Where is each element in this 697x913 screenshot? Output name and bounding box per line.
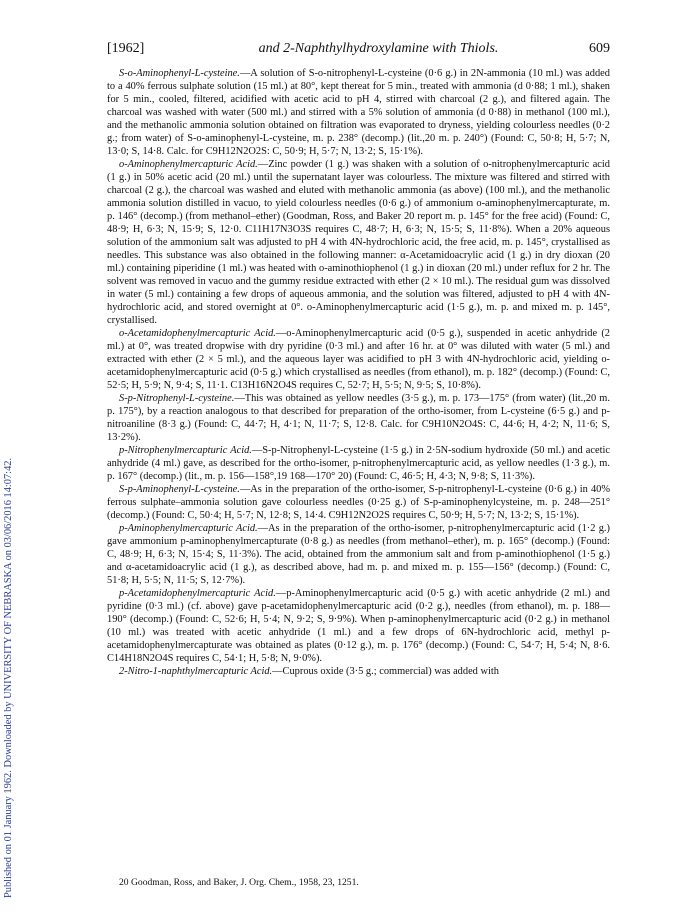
- paragraph-body: —S-p-Nitrophenyl-L-cysteine (1·5 g.) in 2·5N-sodium hydroxide (50 ml.) and acetic anhydride (4 ml.) gave, as described for the ortho-isomer, p-nitrophenylmercapturic acid, as yellow needles (1·3 g.), m. p. 167° (decomp.) (lit., m. p. 156—158°,19 168—170° 20) (Found: C, 46·5; H, 4·3; N, 9·8; S, 11·3%).: [107, 445, 610, 482]
- body-text: [107, 67, 610, 678]
- paragraph: [107, 327, 610, 392]
- paragraph-body: —As in the preparation of the ortho-isomer, p-nitrophenylmercapturic acid (1·2 g.) gave ammonium p-aminophenylmercapturate (0·8 g.) as needles (from methanol–ether), m. p. 165° (decomp.) (Found: C, 48·9; H, 6·3; N, 15·4; S, 11·3%). The acid, obtained from the ammonium salt and from p-aminothiophenol (1·5 g.) and α-acetamidoacrylic acid (1 g.), as described above, had m. p. and mixed m. p. 155—156° (decomp.) (Found: C, 51·8; H, 5·5; N, 11·5; S, 12·7%).: [107, 523, 610, 586]
- footnote: 20 Goodman, Ross, and Baker, J. Org. Chem., 1958, 23, 1251.: [119, 877, 359, 888]
- paragraph-body: —Cuprous oxide (3·5 g.; commercial) was added with: [272, 666, 499, 677]
- publication-notice: Published on 01 January 1962. Downloaded by UNIVERSITY OF NEBRASKA on 03/06/2016 14:07:42.: [3, 457, 14, 898]
- paragraph: [107, 587, 610, 665]
- section-heading: 2-Nitro-1-naphthylmercapturic Acid.: [119, 666, 273, 677]
- running-header: [107, 41, 610, 61]
- paragraph-body: —o-Aminophenylmercapturic acid (0·5 g.), suspended in acetic anhydride (2 ml.) at 0°, was treated dropwise with dry pyridine (0·3 ml.) and after 16 hr. at 0° was diluted with water (5 ml.) and extracted with ether (2 × 5 ml.), and the aqueous layer was acidified to pH 3 with 4N-hydrochloric acid, yielding o-acetamidophenylmercapturic acid (0·5 g.) which crystallised as needles (from ethanol), m. p. 182° (decomp.) (Found: C, 52·5; H, 5·9; N, 9·4; S, 11·1. C13H16N2O4S requires C, 52·7; H, 5·5; N, 9·5; S, 10·8%).: [107, 328, 610, 391]
- header-title: and 2-Naphthylhydroxylamine with Thiols.: [258, 41, 499, 56]
- paragraph: [107, 665, 610, 678]
- paragraph: [107, 444, 610, 483]
- section-heading: S-o-Aminophenyl-L-cysteine.: [119, 68, 240, 79]
- paragraph-body: —p-Aminophenylmercapturic acid (0·5 g.) with acetic anhydride (2 ml.) and pyridine (0·3 ml.) (cf. above) gave p-acetamidophenylmercapturic acid (0·2 g.), needles (from ethanol), m. p. 188—190° (decomp.) (Found: C, 52·6; H, 5·4; N, 9·2; S, 9·9%). When p-aminophenylmercapturic acid (0·2 g.) in methanol (10 ml.) was treated with acetic anhydride (1 ml.) and a few drops of 6N-hydrochloric acid, methyl p-acetamidophenylmercapturate was obtained as plates (0·12 g.), m. p. 176° (decomp.) (Found: C, 54·7; H, 5·4; N, 8·6. C14H18N2O4S requires C, 54·1; H, 5·8; N, 9·0%).: [107, 588, 610, 664]
- header-year: [1962]: [107, 41, 145, 56]
- section-heading: o-Acetamidophenylmercapturic Acid.: [119, 328, 276, 339]
- paragraph-body: —As in the preparation of the ortho-isomer, S-p-nitrophenyl-L-cysteine (0·6 g.) in 40% ferrous sulphate–ammonia solution gave colourless needles (0·25 g.) of S-p-aminophenylcysteine, m. p. 248—251° (decomp.) (Found: C, 50·4; H, 5·7; N, 12·8; S, 14·4. C9H12N2O2S requires C, 50·9; H, 5·7; N, 13·2; S, 15·1%).: [107, 484, 610, 521]
- page-number: 609: [589, 41, 610, 56]
- section-heading: p-Nitrophenylmercapturic Acid.: [119, 445, 252, 456]
- paragraph: [107, 522, 610, 587]
- section-heading: S-p-Nitrophenyl-L-cysteine.: [119, 393, 235, 404]
- section-heading: p-Aminophenylmercapturic Acid.: [119, 523, 258, 534]
- section-heading: S-p-Aminophenyl-L-cysteine.: [119, 484, 240, 495]
- paragraph: [107, 483, 610, 522]
- paragraph-body: —Zinc powder (1 g.) was shaken with a solution of o-nitrophenylmercapturic acid (1 g.) in 50% acetic acid (20 ml.) until the supernatant layer was colourless. The mixture was filtered and stirred with charcoal (2 g.), the charcoal was washed and eluted with methanolic ammonia (as above) (100 ml.), and the methanolic ammonia solution distilled in vacuo, to yield colourless needles (0·6 g.) of ammonium o-aminophenylmercapturate, m. p. 146° (decomp.) (from methanol–ether) (Goodman, Ross, and Baker 20 report m. p. 145° for the free acid) (Found: C, 48·9; H, 6·3; N, 15·9; S, 12·0. C11H17N3O3S requires C, 48·7; H, 6·3; N, 15·5; S, 11·8%). When a 20% aqueous solution of the ammonium salt was adjusted to pH 4 with 4N-hydrochloric acid, the free acid, m. p. 145°, crystallised as needles. This substance was also obtained in the following manner: α-Acetamidoacrylic acid (1 g.) in dry dioxan (20 ml.) containing piperidine (1 ml.) was heated with o-aminothiophenol (1 g.) in dioxan (20 ml.) under reflux for 2 hr. The solvent was removed in vacuo and the gummy residue extracted with ether (2 × 10 ml.). The residual gum was dissolved in water (5 ml.) containing a few drops of aqueous ammonia, and the solution was filtered, adjusted to pH 4 with 4N-hydrochloric acid, and stored overnight at 0°. o-Aminophenylmercapturic acid (1·5 g.), m. p. and mixed m. p. 145°, crystallised.: [107, 159, 611, 326]
- section-heading: o-Aminophenylmercapturic Acid.: [119, 159, 258, 170]
- paragraph: [107, 158, 610, 327]
- paragraph: [107, 392, 610, 444]
- section-heading: p-Acetamidophenylmercapturic Acid.: [119, 588, 276, 599]
- download-watermark: [0, 40, 24, 900]
- paragraph-body: —A solution of S-o-nitrophenyl-L-cysteine (0·6 g.) in 2N-ammonia (10 ml.) was added to a 40% ferrous sulphate solution (15 ml.) at 80°, kept thereat for 5 min., treated with ammonia (d 0·88; 1 ml.), shaken for 5 min., cooled, filtered, acidified with acetic acid to pH 4, stirred with charcoal (2 g.), and filtered again. The charcoal was washed with water (500 ml.) and stirred with a 5% solution of ammonia (d 0·88) in methanol (100 ml.), and the methanolic ammonia solution obtained on filtration was evaporated to dryness, yielding colourless needles (0·2 g.; from water) of S-o-aminophenyl-L-cysteine, m. p. 238° (decomp.) (lit.,20 m. p. 240°) (Found: C, 50·8; H, 5·7; N, 13·0; S, 14·8. Calc. for C9H12N2O2S: C, 50·9; H, 5·7; N, 13·2; S, 15·1%).: [107, 68, 610, 157]
- paragraph: [107, 67, 610, 158]
- paragraph-body: —This was obtained as yellow needles (3·5 g.), m. p. 173—175° (from water) (lit.,20 m. p. 175°), by a reaction analogous to that described for preparation of the ortho-isomer, from L-cysteine (6·5 g.) and p-nitroaniline (8·3 g.) (Found: C, 44·7; H, 4·1; N, 11·7; S, 12·8. Calc. for C9H10N2O4S: C, 44·6; H, 4·2; N, 11·6; S, 13·2%).: [107, 393, 610, 443]
